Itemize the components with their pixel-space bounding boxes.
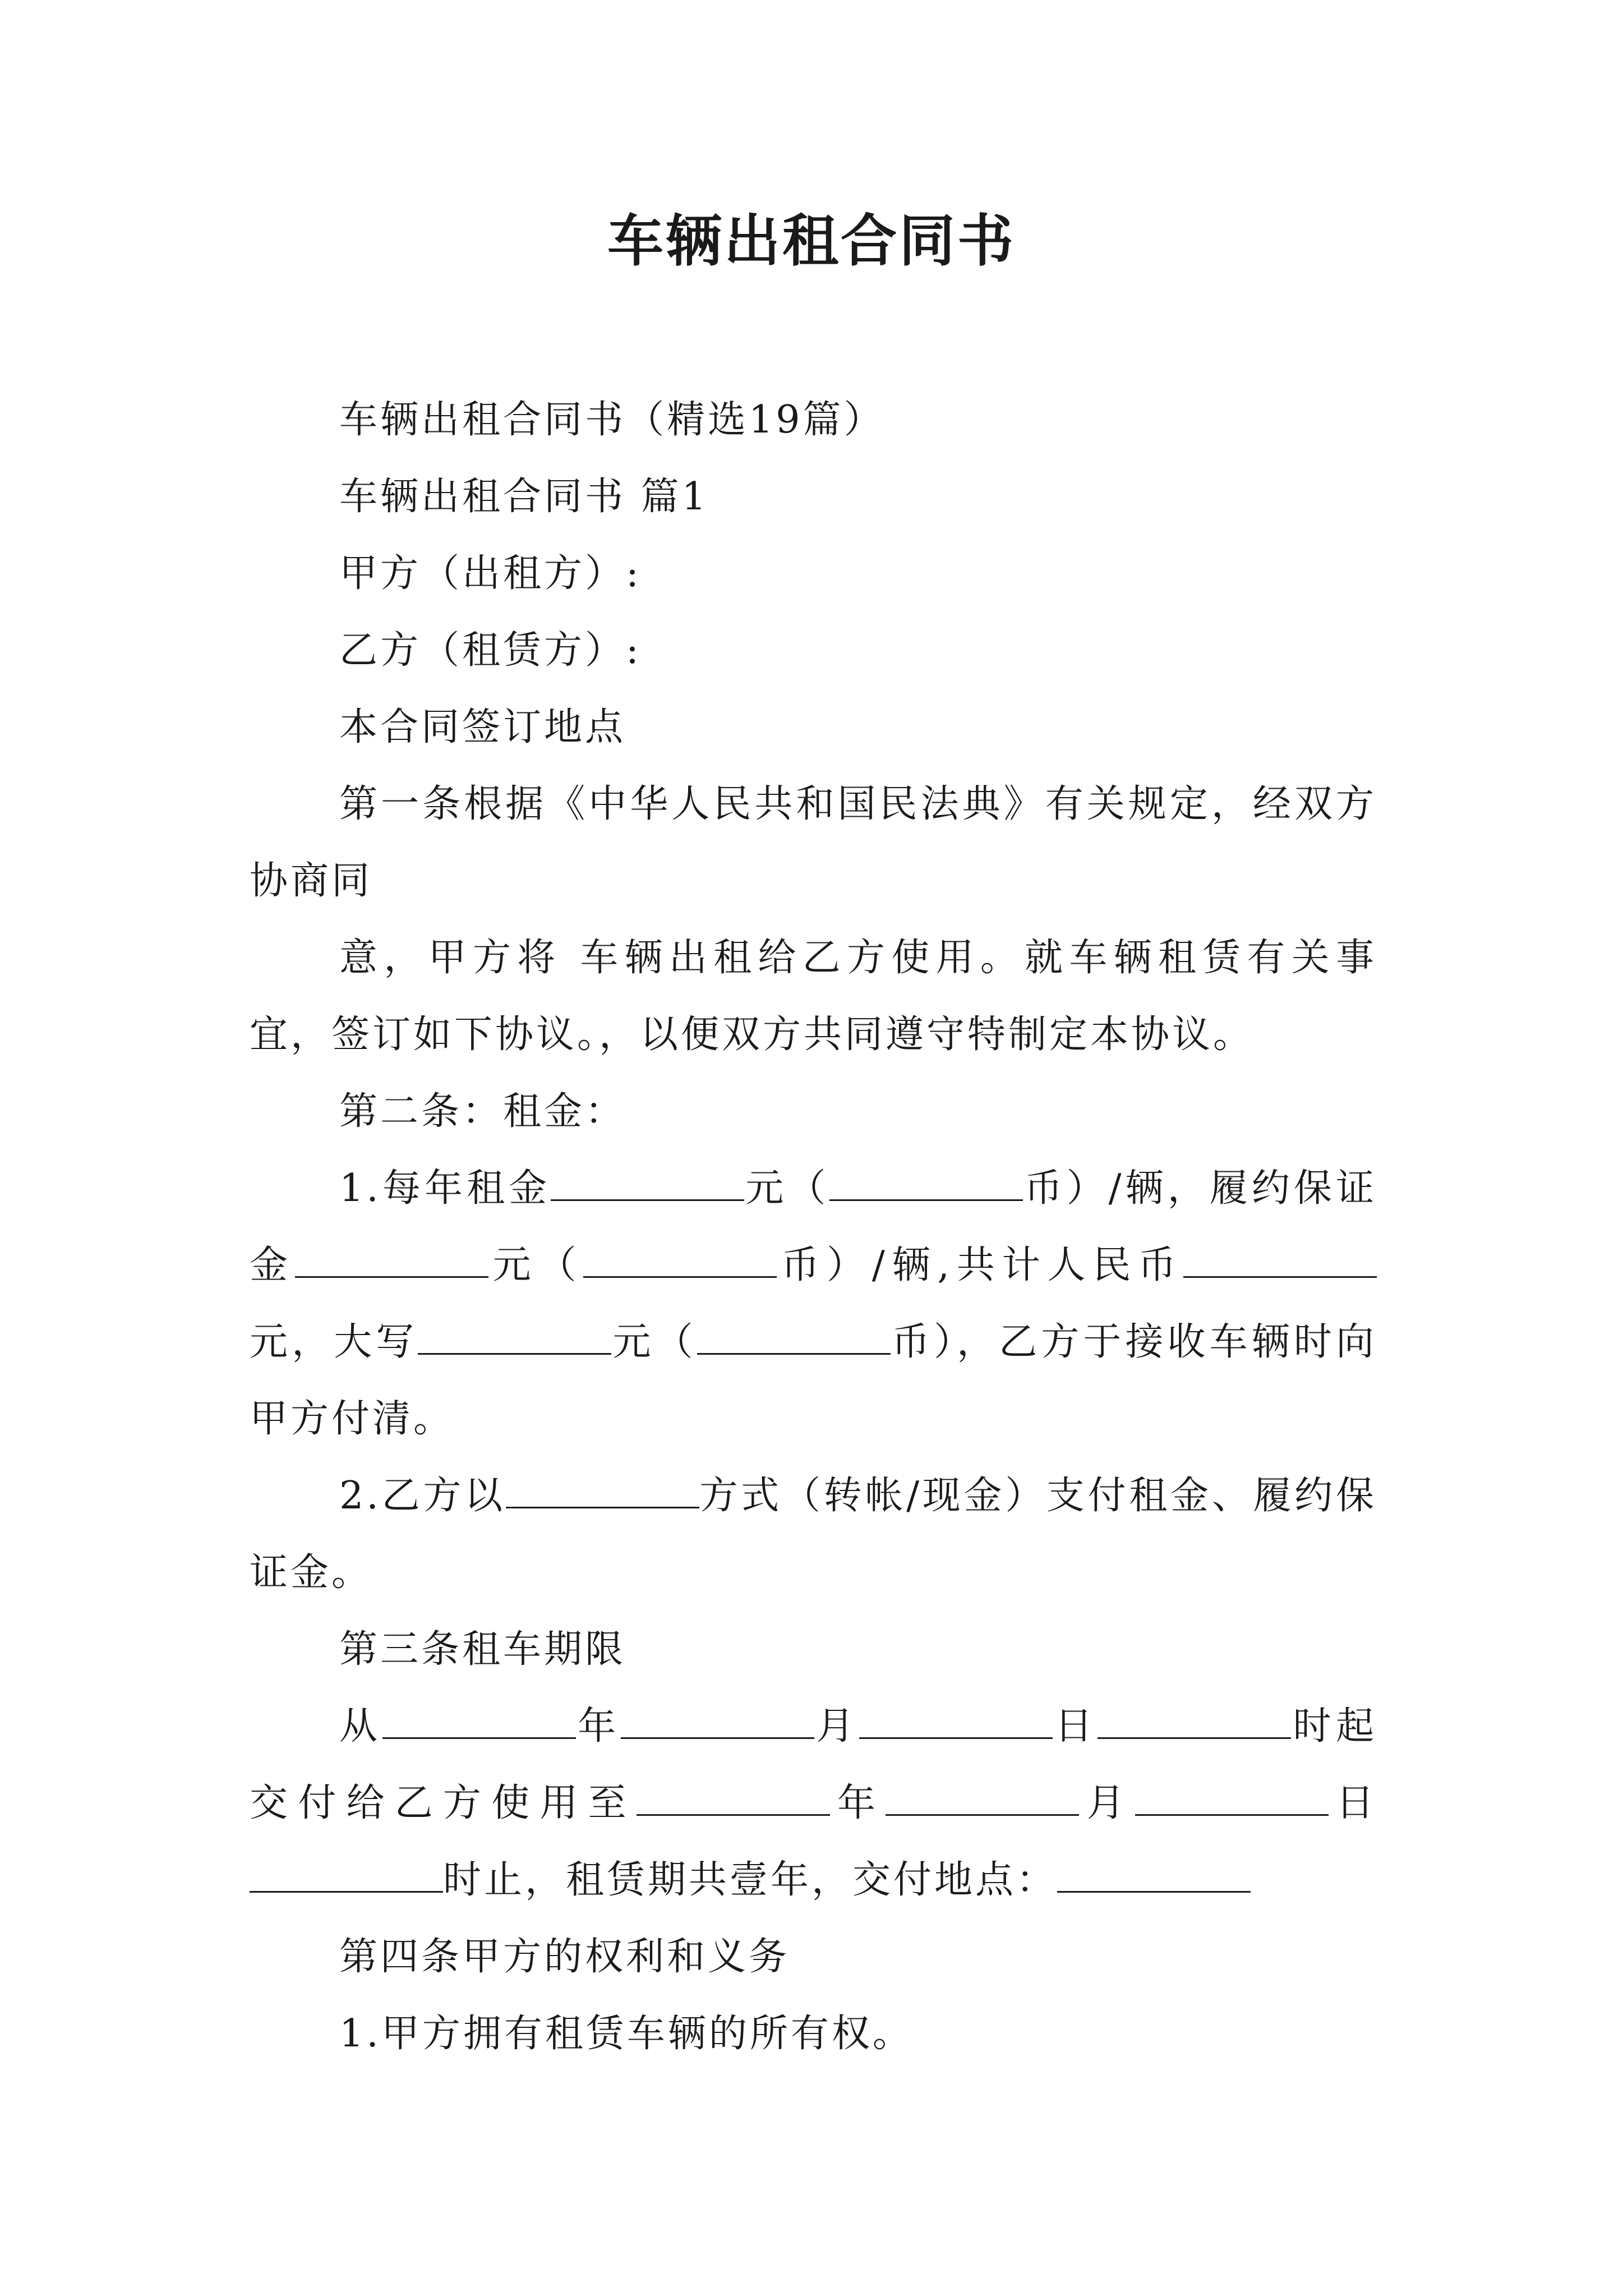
paragraph-article-1a <box>250 766 1377 919</box>
fill-in-blank[interactable] <box>583 1243 777 1278</box>
paragraph-text: 意，甲方将 车辆出租给乙方使用。就车辆租赁有关事宜，签订如下协议。，以便双方共同遵守特制定本协议。 <box>250 936 1377 1057</box>
paragraph-text: 车辆出租合同书（精选19篇） <box>339 398 885 442</box>
document-title: 车辆出租合同书 <box>607 208 1016 274</box>
paragraph-part1 <box>250 458 1377 535</box>
paragraph-rent-2 <box>250 1457 1377 1611</box>
paragraph-article-2 <box>250 1073 1377 1150</box>
fill-in-blank[interactable] <box>697 1319 891 1355</box>
fill-in-blank[interactable] <box>637 1780 830 1816</box>
fill-in-blank[interactable] <box>1135 1780 1329 1816</box>
fill-in-blank[interactable] <box>859 1704 1053 1739</box>
paragraph-text: 第二条：租金： <box>339 1089 626 1134</box>
fill-in-blank[interactable] <box>1057 1857 1251 1893</box>
fill-in-blank[interactable] <box>418 1319 611 1355</box>
paragraph-text: 第四条甲方的权利和义务 <box>339 1935 790 1979</box>
paragraph-subtitle <box>250 381 1377 458</box>
paragraph-text: 时止，租赁期共壹年，交付地点： <box>443 1858 1058 1902</box>
paragraph-article-1b <box>250 919 1377 1073</box>
paragraph-text: 1.每年租金 <box>339 1166 551 1211</box>
paragraph-text: 币）/辆，履约保证金 <box>250 1166 1377 1287</box>
paragraph-text: 日 <box>1328 1781 1377 1825</box>
paragraph-text: 乙方（租赁方）: <box>339 628 642 673</box>
fill-in-blank[interactable] <box>295 1243 488 1278</box>
paragraph-text: 年 <box>829 1781 886 1825</box>
paragraph-text: 本合同签订地点 <box>339 705 626 749</box>
paragraph-party-b <box>250 612 1377 689</box>
fill-in-blank[interactable] <box>829 1166 1023 1201</box>
paragraph-text: 元（ <box>744 1166 830 1211</box>
paragraph-text: 1.甲方拥有租赁车辆的所有权。 <box>339 2012 914 2056</box>
paragraph-rent-1 <box>250 1150 1377 1457</box>
paragraph-text: 从 <box>339 1704 382 1749</box>
paragraph-article-4 <box>250 1918 1377 1995</box>
paragraph-text: 年 <box>575 1704 621 1749</box>
paragraph-text: 币）/辆,共计人民币 <box>777 1243 1183 1287</box>
fill-in-blank[interactable] <box>886 1780 1079 1816</box>
paragraph-text: 日 <box>1052 1704 1098 1749</box>
paragraph-text: 月 <box>814 1704 859 1749</box>
fill-in-blank[interactable] <box>1183 1243 1377 1278</box>
paragraph-text: 元（ <box>611 1320 697 1364</box>
paragraph-text: 甲方（出租方）: <box>339 551 642 596</box>
paragraph-text: 车辆出租合同书 篇1 <box>339 475 709 519</box>
paragraph-term <box>250 1688 1377 1918</box>
paragraph-text: 时起交付给乙方使用至 <box>250 1704 1377 1825</box>
fill-in-blank[interactable] <box>551 1166 744 1201</box>
paragraph-sign-place <box>250 689 1377 766</box>
fill-in-blank[interactable] <box>621 1704 814 1739</box>
paragraph-text: 月 <box>1079 1781 1135 1825</box>
fill-in-blank[interactable] <box>382 1704 576 1739</box>
paragraph-text: 第三条租车期限 <box>339 1627 626 1672</box>
document-body <box>250 381 1377 2072</box>
paragraph-text: 第一条根据《中华人民共和国民法典》有关规定，经双方协商同 <box>250 782 1377 903</box>
paragraph-text: 元，大写 <box>250 1320 418 1364</box>
paragraph-text: 2.乙方以 <box>339 1474 506 1518</box>
paragraph-text: 方式（转帐/现金）支付租金、履约保证金。 <box>250 1474 1377 1595</box>
paragraph-text: 币），乙方于接收车辆时向甲方付清。 <box>250 1320 1377 1441</box>
fill-in-blank[interactable] <box>506 1473 699 1508</box>
fill-in-blank[interactable] <box>250 1857 443 1893</box>
paragraph-party-a <box>250 535 1377 612</box>
paragraph-a4-item1 <box>250 1995 1377 2072</box>
paragraph-article-3 <box>250 1611 1377 1688</box>
paragraph-text: 元（ <box>488 1243 584 1287</box>
fill-in-blank[interactable] <box>1098 1704 1291 1739</box>
